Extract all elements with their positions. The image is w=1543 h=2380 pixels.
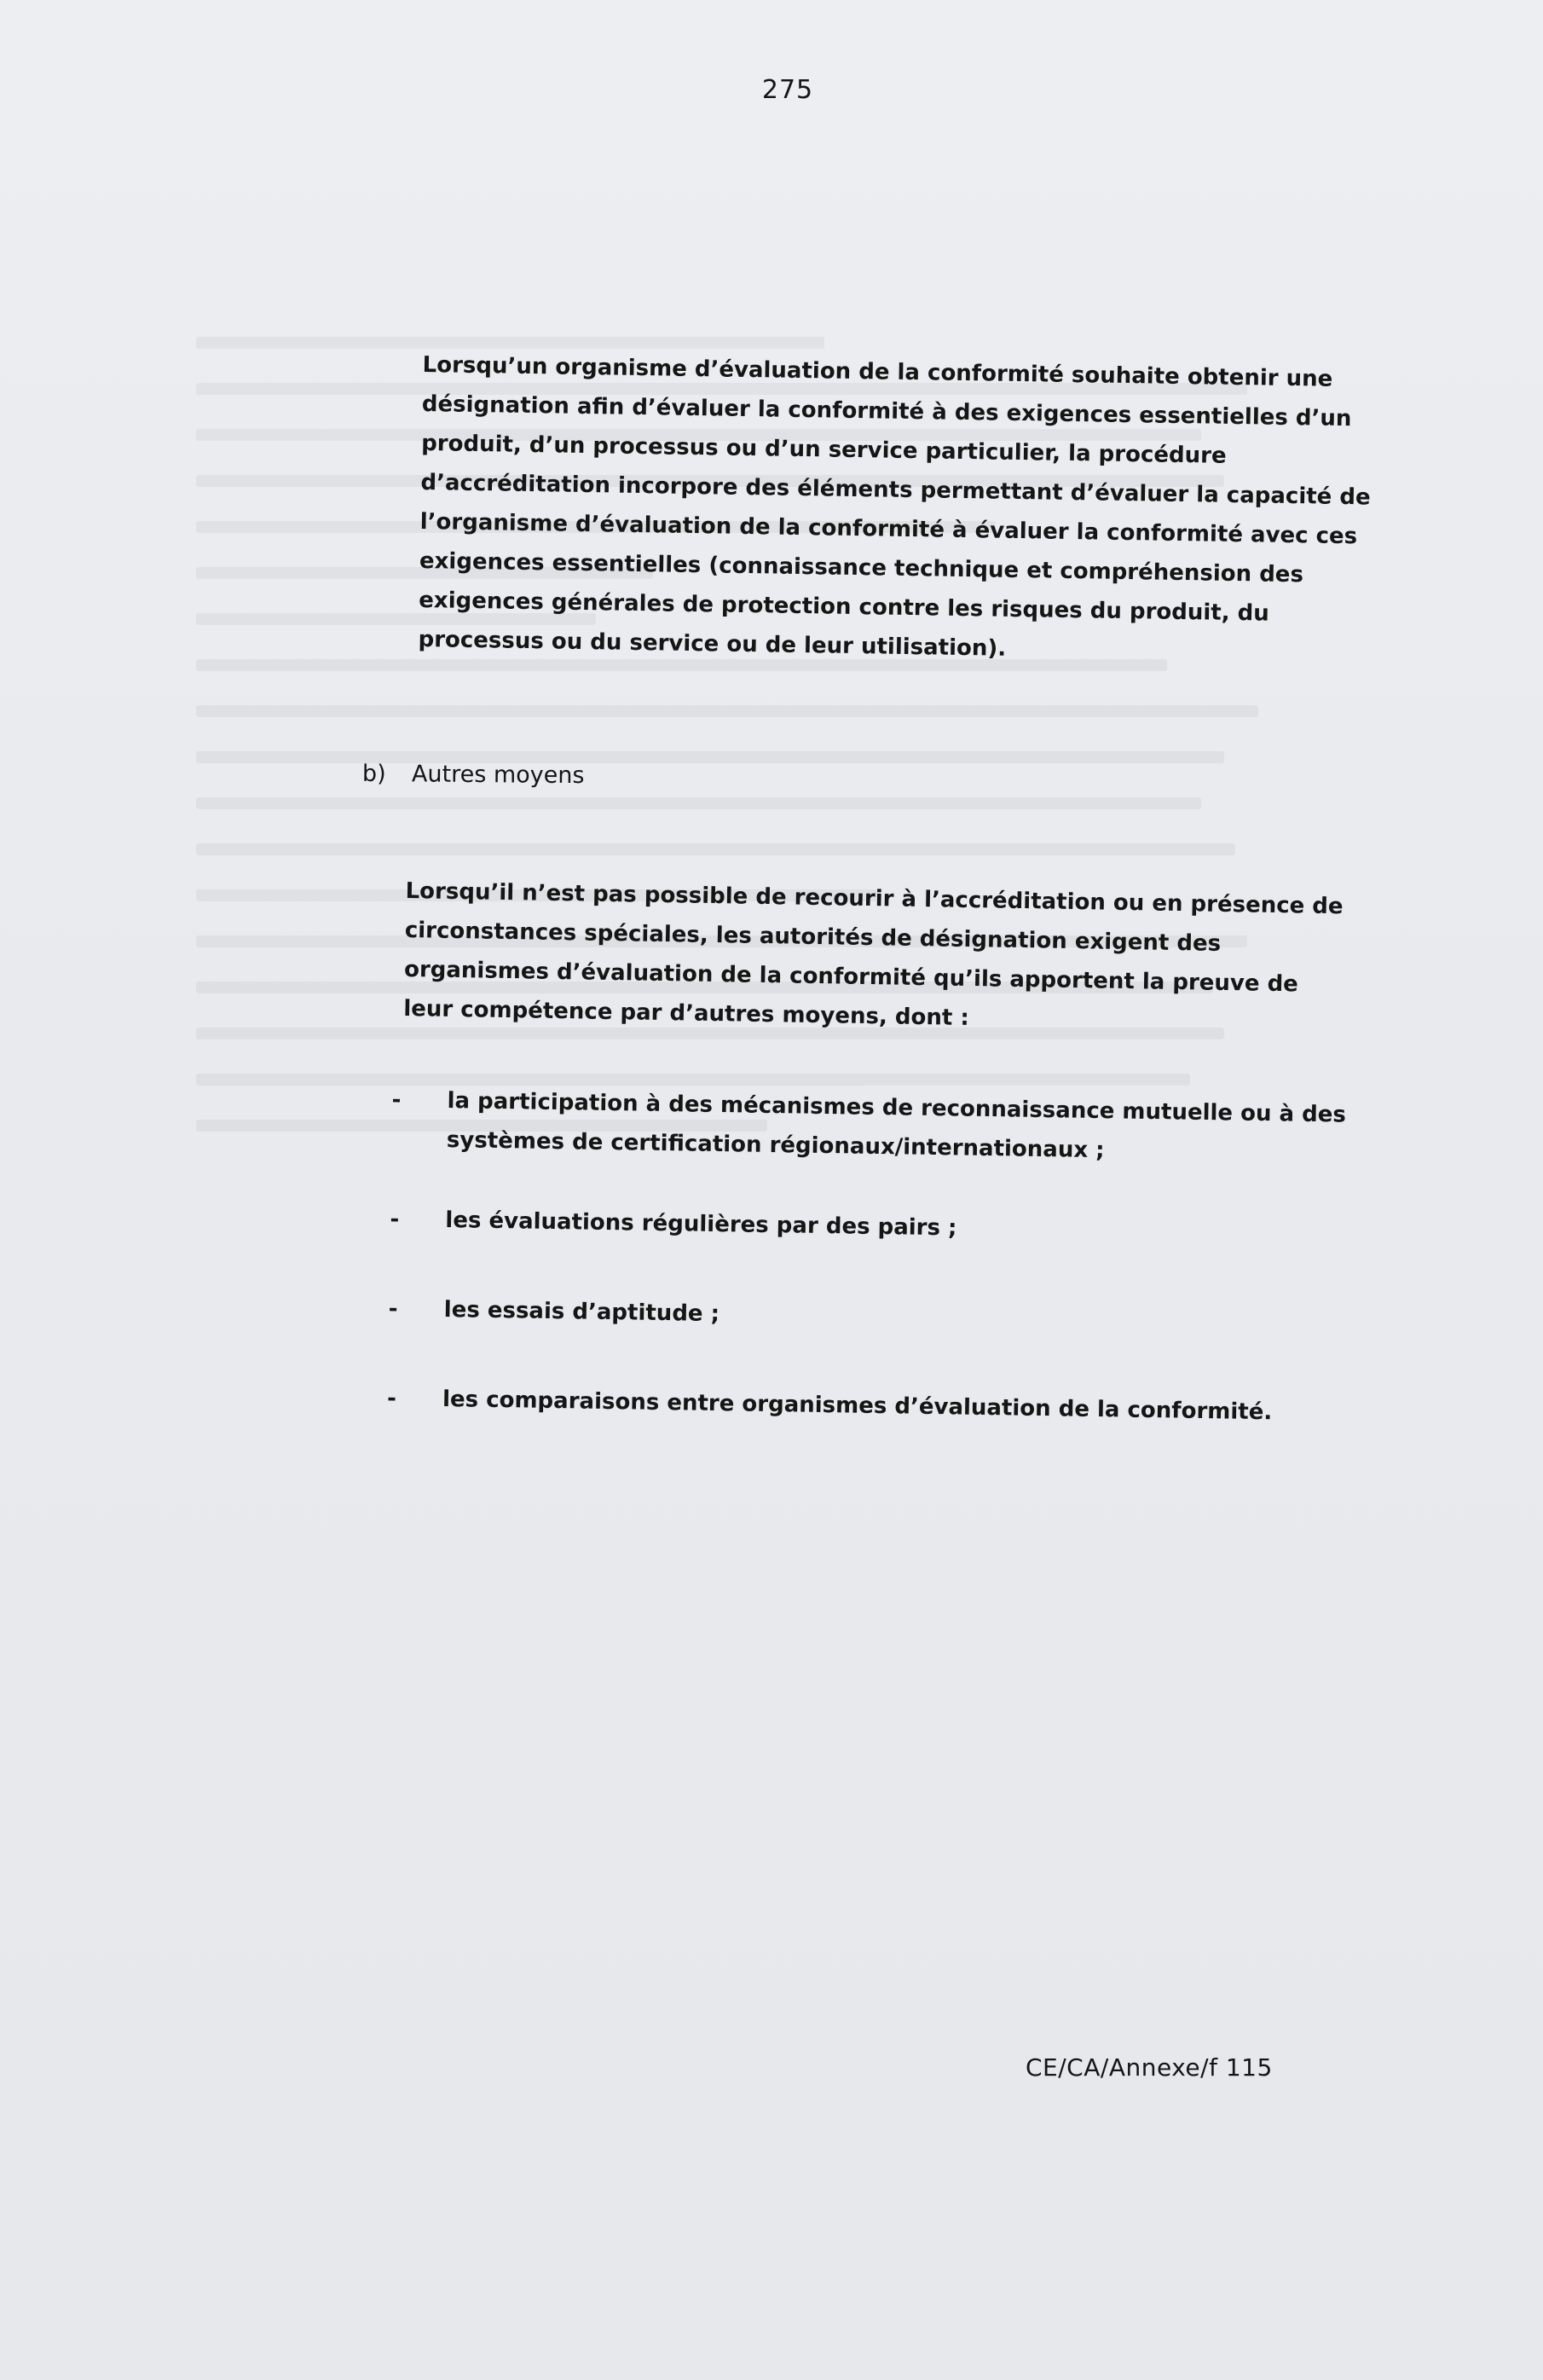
list-item [387, 1379, 1343, 1433]
bullet-text: les essais d’aptitude ; [443, 1296, 720, 1328]
page-number: 275 [761, 75, 814, 105]
bullet-text: la participation à des mécanismes de reconnaissance mutuelle ou à des systèmes de certification régionaux/internationaux ; [446, 1088, 1347, 1164]
document-reference: CE/CA/Annexe/f 115 [1026, 2053, 1273, 2082]
bullet-text: les comparaisons entre organismes d’évaluation de la conformité. [442, 1386, 1273, 1426]
list-item [390, 1200, 1345, 1254]
paragraph-other-means: Lorsqu’il n’est pas possible de recourir à l’accréditation ou en présence de circonstances spéciales, les autorités de désignation exigent des organismes d’évaluation de la conformité qu’ils apportent la preuve de leur compétence par d’autres moyens, dont : [403, 877, 1344, 1031]
list-item [391, 1080, 1347, 1174]
bullet-list [387, 1080, 1347, 1433]
section-subheading [362, 761, 585, 789]
subheading-title: Autres moyens [411, 761, 585, 790]
bullet-dash: - [386, 1385, 397, 1412]
bullet-dash: - [388, 1295, 398, 1323]
list-item [388, 1289, 1344, 1344]
bullet-dash: - [391, 1086, 402, 1114]
paragraph-accreditation-procedure: Lorsqu’un organisme d’évaluation de la conformité souhaite obtenir une désignation afin d’évaluer la conformité à des exigences essentielles d’un produit, d’un processus ou d’un service particulier, la procédure d’accréditation incorpore des éléments permettant d’évaluer la capacité de l’organisme d’évaluation de la conformité à évaluer la conformité avec ces exigences essentielles (connaissance technique et compréhension des exigences générales de protection contre les risques du produit, du processus ou du service ou de leur utilisation). [418, 351, 1371, 662]
bullet-text: les évaluations régulières par des pairs ; [445, 1207, 957, 1242]
bullet-dash: - [390, 1206, 400, 1233]
subheading-marker: b) [361, 760, 386, 788]
